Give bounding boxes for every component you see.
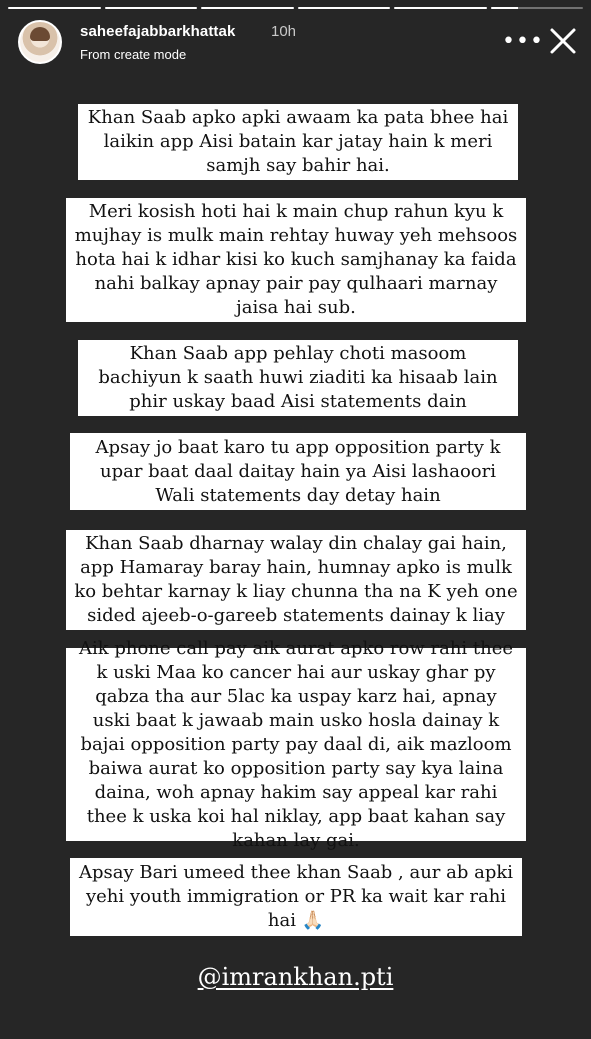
text-box	[70, 858, 522, 936]
story-subtitle: From create mode	[80, 47, 187, 62]
story-header	[16, 18, 575, 68]
close-icon[interactable]	[546, 24, 580, 58]
progress-segment	[394, 7, 487, 9]
post-time: 10h	[271, 23, 297, 40]
progress-segment	[298, 7, 391, 9]
text-box	[78, 340, 518, 416]
text-box-content: Aik phone call pay aik aurat apko row rahi thee k uski Maa ko cancer hai aur uskay ghar py qabza tha aur 5lac ka uspay karz hai, apnay uski baat k jawaab main usko hosla dainay k bajai opposition party pay daal di, aik mazloom baiwa aurat ko opposition party say kya laina daina, woh apnay hakim say appeal kar rahi thee k uska koi hal niklay, app baat kahan say kahan lay gai.	[78, 637, 514, 851]
progress-segment	[201, 7, 294, 9]
text-box-content: Meri kosish hoti hai k main chup rahun kyu k mujhay is mulk main rehtay huway yeh mehsoos hota hai k idhar kisi ko kuch samjhanay ka faida nahi balkay apnay pair pay qulhaari marnay jaisa hai sub.	[74, 201, 518, 318]
mention-sticker-row	[0, 963, 591, 991]
progress-segment	[491, 7, 584, 9]
text-box-content: Khan Saab app pehlay choti masoom bachiyun k saath huwi ziaditi ka hisaab lain phir uskay baad Aisi statements dain	[98, 343, 498, 412]
text-box-content: Apsay Bari umeed thee khan Saab , aur ab apki yehi youth immigration or PR ka wait kar rahi hai 🙏🏻	[78, 862, 514, 931]
mention-sticker[interactable]: @imrankhan.pti	[197, 963, 394, 991]
text-box	[70, 433, 526, 510]
avatar[interactable]	[18, 20, 62, 64]
more-horizontal-icon[interactable]: •••	[502, 29, 544, 54]
progress-segment	[105, 7, 198, 9]
progress-segment	[8, 7, 101, 9]
username[interactable]: saheefajabbarkhattak	[80, 23, 236, 40]
text-box-content: Apsay jo baat karo tu app opposition party k upar baat daal daitay hain ya Aisi lashaoori Wali statements day detay hain	[95, 436, 501, 506]
story-progress-bar	[8, 7, 583, 9]
text-box	[66, 198, 526, 322]
text-box	[66, 530, 526, 630]
text-box	[66, 637, 526, 851]
text-box	[78, 104, 518, 180]
text-box-content: Khan Saab apko apki awaam ka pata bhee hai laikin app Aisi batain kar jatay hain k meri samjh say bahir hai.	[87, 107, 509, 176]
text-box-content: Khan Saab dharnay walay din chalay gai hain, app Hamaray baray hain, humnay apko is mulk ko behtar karnay k liay chunna tha na K yeh one sided ajeeb-o-gareeb statements dainay k liay	[74, 533, 518, 626]
